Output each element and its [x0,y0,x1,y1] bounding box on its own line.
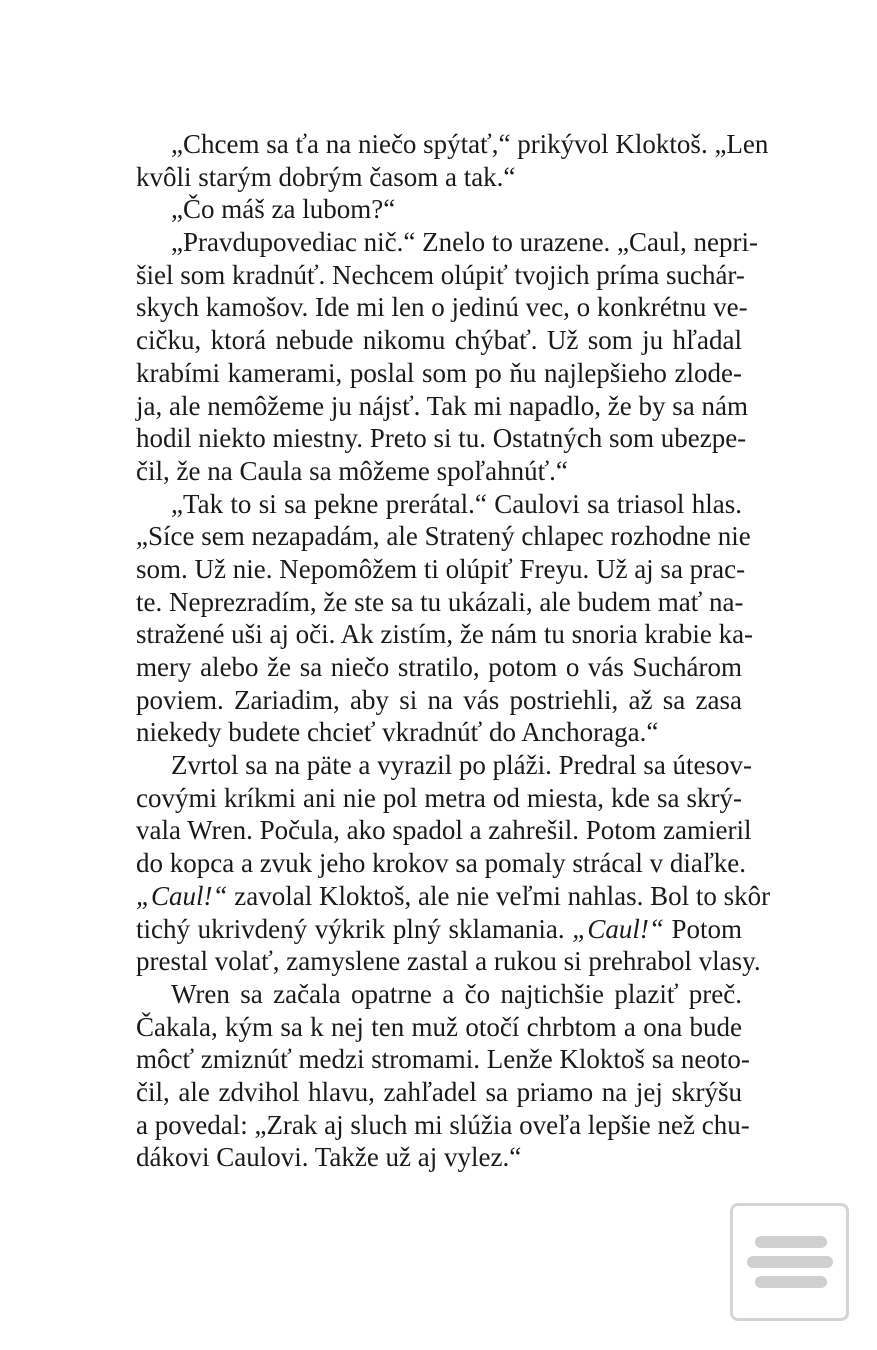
text-line: Čakala, kým sa k nej ten muž otočí chrbtom a ona bude [136,1011,742,1042]
text-line: do kopca a zvuk jeho krokov sa pomaly strácal v diaľke. [136,848,747,879]
text-line: niekedy budete chcieť vkradnúť do Anchoraga.“ [136,717,659,748]
text-line: mery alebo že sa niečo stratilo, potom o vás Suchárom [136,652,742,682]
text-line: skych kamošov. Ide mi len o jedinú vec, o konkrétnu ve- [136,292,748,323]
text-line: môcť zmiznúť medzi stromami. Lenže Kloktoš sa neoto- [136,1044,750,1075]
text-line: Wren sa začala opatrne a čo najtichšie plaziť preč. [171,978,742,1009]
text-line: prestal volať, zamyslene zastal a rukou si prehrabol vlasy. [136,946,761,977]
text-line: ja, ale nemôžeme ju nájsť. Tak mi napadlo, že by sa nám [136,390,748,421]
text-line: covými kríkmi ani nie pol metra od miesta, kde sa skrý- [136,782,742,813]
text-line: čil, že na Caula sa môžeme spoľahnúť.“ [136,455,568,486]
text-line: Zvrtol sa na päte a vyrazil po pláži. Predral sa útesov- [171,750,753,781]
text-line: stražené uši aj oči. Ak zistím, že nám tu snoria krabie ka- [136,619,754,650]
text-line: „Tak to si sa pekne prerátal.“ Caulovi sa triasol hlas. [171,488,742,519]
text-line: „Síce sem nezapadám, ale Stratený chlapec rozhodne nie [136,521,751,552]
text-line: poviem. Zariadim, aby si na vás postriehli, až sa zasa [136,684,742,715]
text-line: čil, ale zdvihol hlavu, zahľadel sa priamo na jej skrýšu [136,1076,742,1107]
text-line: „Čo máš za lubom?“ [171,194,396,225]
book-page-text [136,128,771,1174]
text-line: kvôli starým dobrým časom a tak.“ [136,161,516,192]
text-line: dákovi Caulovi. Takže už aj vylez.“ [136,1142,522,1173]
text-line: cičku, ktorá nebude nikomu chýbať. Už som ju hľadal [136,325,742,356]
text-line: a povedal: „Zrak aj sluch mi slúžia oveľa lepšie než chu- [136,1109,750,1140]
text-line: te. Neprezradím, že ste sa tu ukázali, ale budem mať na- [136,586,744,617]
text-line: tichý ukrivdený výkrik plný sklamania. „Caul!“ Potom [136,913,742,944]
text-line: „Caul!“ zavolal Kloktoš, ale nie veľmi nahlas. Bol to skôr [136,880,771,911]
text-line: vala Wren. Počula, ako spadol a zahrešil. Potom zamieril [136,815,752,846]
text-line: som. Už nie. Nepomôžem ti olúpiť Freyu. Už aj sa prac- [136,553,746,584]
text-line: „Chcem sa ťa na niečo spýtať,“ prikývol Kloktoš. „Len [171,129,769,159]
text-line: šiel som kradnúť. Nechcem olúpiť tvojich príma suchár- [136,259,745,290]
text-line: hodil niekto miestny. Preto si tu. Ostatných som ubezpe- [136,423,747,454]
text-line: krabími kamerami, poslal som po ňu najlepšieho zlode- [136,357,742,388]
text-line: „Pravdupovediac nič.“ Znelo to urazene. „Caul, nepri- [171,227,758,258]
book-stack-icon[interactable] [730,1203,849,1321]
